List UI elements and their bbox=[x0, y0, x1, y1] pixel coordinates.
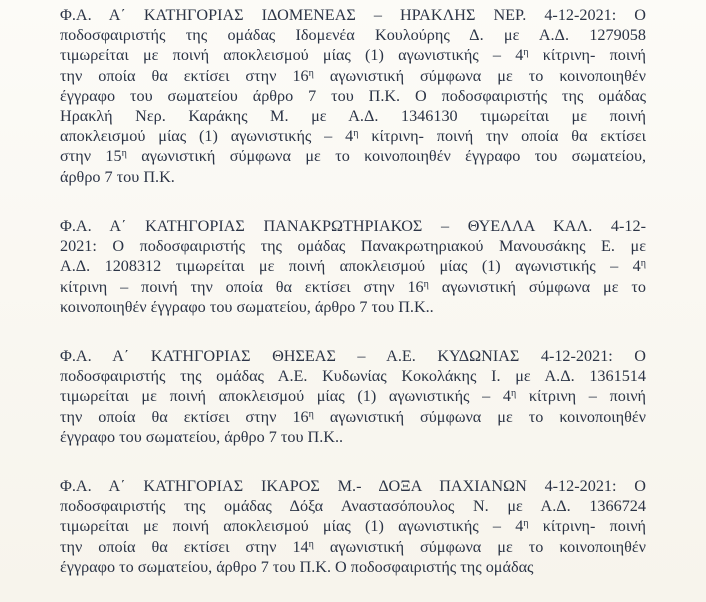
text-line bbox=[60, 476, 646, 496]
text-segment: έγγραφο του σωματείου άρθρο 7 του Π.Κ. Ο ποδοσφαιριστής της ομάδας bbox=[60, 86, 646, 105]
text-line bbox=[60, 45, 646, 65]
ordinal-superscript: η bbox=[423, 278, 429, 290]
text-segment: τιμωρείται με ποινή αποκλεισμού μίας (1) αγωνιστικής – 4 bbox=[60, 387, 511, 406]
text-line bbox=[60, 106, 646, 126]
text-line bbox=[60, 5, 646, 25]
text-line bbox=[60, 66, 646, 86]
text-segment: αγωνιστική σύμφωνα με το κοινοποιηθέν έγγραφο του σωματείου, bbox=[126, 147, 647, 166]
text-segment: την οποία θα εκτίσει στην 16 bbox=[60, 407, 309, 426]
text-segment: ποδοσφαιριστής της ομάδας Ιδομενέα Κουλούρης Δ. με Α.Δ. 1279058 bbox=[60, 26, 646, 45]
ordinal-superscript: η bbox=[308, 67, 314, 79]
ordinal-superscript: η bbox=[511, 388, 517, 400]
text-segment: τιμωρείται με ποινή αποκλεισμού μίας (1) αγωνιστικής – 4 bbox=[60, 517, 524, 536]
text-line bbox=[60, 366, 646, 386]
text-line bbox=[60, 557, 646, 577]
ruling-paragraph-thiseas-kydonias bbox=[60, 346, 646, 447]
text-segment: κίτρινη- ποινή bbox=[528, 517, 646, 536]
text-segment: έγγραφο το σωματείου, άρθρο 7 του Π.Κ. Ο ποδοσφαιριστής της ομάδας bbox=[60, 557, 534, 576]
ordinal-superscript: η bbox=[523, 47, 529, 59]
text-segment: ποδοσφαιριστής της ομάδας Α.Ε. Κυδωνίας Κοκολάκης Ι. με Α.Δ. 1361514 bbox=[60, 367, 646, 386]
text-line bbox=[60, 386, 646, 406]
text-line bbox=[60, 297, 646, 317]
text-line bbox=[60, 277, 646, 297]
text-segment: αγωνιστική σύμφωνα με το κοινοποιηθέν bbox=[313, 407, 646, 426]
ordinal-superscript: η bbox=[353, 128, 359, 140]
text-line bbox=[60, 126, 646, 146]
text-segment: αποκλεισμού μίας (1) αγωνιστικής – 4 bbox=[60, 127, 354, 146]
text-segment: τιμωρείται με ποινή αποκλεισμού μίας (1) αγωνιστικής – 4 bbox=[60, 46, 524, 65]
text-segment: την οποία θα εκτίσει στην 16 bbox=[60, 66, 309, 85]
text-line bbox=[60, 537, 646, 557]
ordinal-superscript: η bbox=[308, 538, 314, 550]
text-segment: κοινοποιηθέν έγγραφο του σωματείου, άρθρο 7 του Π.Κ.. bbox=[60, 297, 434, 316]
ruling-paragraph-ikaros-doxa bbox=[60, 476, 646, 577]
text-line bbox=[60, 25, 646, 45]
text-segment: ποδοσφαιριστής της ομάδας Δόξα Αναστασόπουλος Ν. με Α.Δ. 1366724 bbox=[60, 497, 646, 516]
text-segment: κίτρινη- ποινή bbox=[528, 46, 646, 65]
text-line bbox=[60, 146, 646, 166]
text-segment: Φ.Α. Α΄ ΚΑΤΗΓΟΡΙΑΣ ΘΗΣΕΑΣ – Α.Ε. ΚΥΔΩΝΙΑΣ 4-12-2021: Ο bbox=[60, 347, 646, 365]
text-segment: Α.Δ. 1208312 τιμωρείται με ποινή αποκλεισμού μίας (1) αγωνιστικής – 4 bbox=[60, 257, 641, 276]
text-segment: αγωνιστική σύμφωνα με το κοινοποιηθέν bbox=[313, 66, 646, 85]
ordinal-superscript: η bbox=[308, 408, 314, 420]
text-segment: Φ.Α. Α΄ ΚΑΤΗΓΟΡΙΑΣ ΠΑΝΑΚΡΩΤΗΡΙΑΚΟΣ – ΘΥΕΛΛΑ ΚΑΛ. 4-12- bbox=[60, 217, 646, 235]
text-segment: αγωνιστική σύμφωνα με το bbox=[428, 277, 646, 296]
ruling-paragraph-panakrotiriakos-thyella bbox=[60, 216, 646, 317]
text-segment: άρθρο 7 του Π.Κ. bbox=[60, 167, 175, 186]
text-line bbox=[60, 216, 646, 236]
text-line bbox=[60, 496, 646, 516]
text-segment: 2021: Ο ποδοσφαιριστής της ομάδας Πανακρωτηριακού Μανουσάκης Ε. με bbox=[60, 237, 646, 256]
text-segment: Φ.Α. Α΄ ΚΑΤΗΓΟΡΙΑΣ ΙΚΑΡΟΣ Μ.- ΔΟΞΑ ΠΑΧΙΑΝΩΝ 4-12-2021: Ο bbox=[60, 477, 646, 495]
text-segment: Ηρακλή Νερ. Καράκης Μ. με Α.Δ. 1346130 τιμωρείται με ποινή bbox=[60, 107, 646, 126]
ordinal-superscript: η bbox=[523, 518, 529, 530]
ruling-paragraph-idomeneas-iraklis bbox=[60, 5, 646, 187]
text-segment: αγωνιστική σύμφωνα με το κοινοποιηθέν bbox=[313, 537, 646, 556]
text-segment: έγγραφο του σωματείου, άρθρο 7 του Π.Κ.. bbox=[60, 427, 344, 446]
text-line bbox=[60, 167, 646, 187]
text-segment: κίτρινη – ποινή bbox=[516, 387, 646, 406]
text-segment: κίτρινη- ποινή την οποία θα εκτίσει bbox=[358, 127, 646, 146]
text-line bbox=[60, 256, 646, 276]
text-line bbox=[60, 236, 646, 256]
ordinal-superscript: η bbox=[121, 148, 127, 160]
text-line bbox=[60, 407, 646, 427]
text-segment: την οποία θα εκτίσει στην 14 bbox=[60, 537, 309, 556]
text-segment: Φ.Α. Α΄ ΚΑΤΗΓΟΡΙΑΣ ΙΔΟΜΕΝΕΑΣ – ΗΡΑΚΛΗΣ ΝΕΡ. 4-12-2021: Ο bbox=[60, 6, 646, 24]
text-line bbox=[60, 86, 646, 106]
text-line bbox=[60, 516, 646, 536]
text-segment: στην 15 bbox=[60, 147, 122, 166]
text-line bbox=[60, 346, 646, 366]
text-segment: κίτρινη – ποινή την οποία θα εκτίσει στην 16 bbox=[60, 277, 424, 296]
ordinal-superscript: η bbox=[640, 258, 646, 270]
text-line bbox=[60, 427, 646, 447]
